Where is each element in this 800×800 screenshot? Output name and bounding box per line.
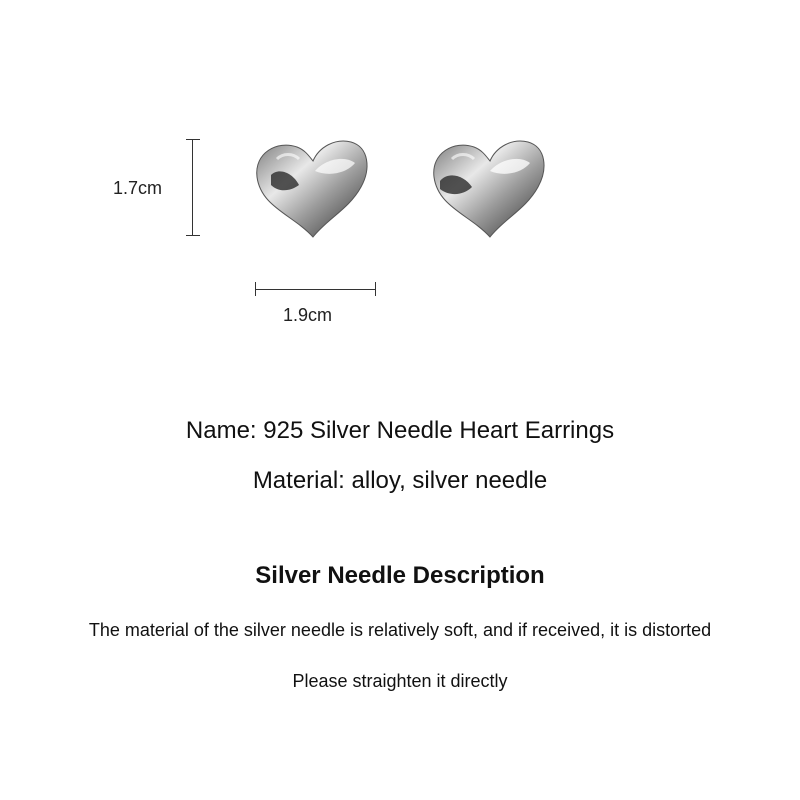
heart-earring-left-image bbox=[253, 137, 371, 239]
heart-earring-right-image bbox=[430, 137, 548, 239]
description-title: Silver Needle Description bbox=[255, 562, 545, 589]
width-measure-line bbox=[255, 289, 376, 290]
description-note: Please straighten it directly bbox=[292, 671, 508, 691]
width-measure-right-tick bbox=[375, 282, 376, 296]
width-measure bbox=[255, 282, 376, 296]
width-label: 1.9cm bbox=[283, 305, 333, 325]
height-measure-bottom-tick bbox=[186, 235, 200, 236]
description-body: The material of the silver needle is relatively soft, and if received, it is distorted bbox=[88, 620, 712, 640]
height-label: 1.7cm bbox=[113, 178, 163, 198]
height-measure-top-tick bbox=[186, 139, 200, 140]
height-measure bbox=[185, 139, 201, 236]
height-measure-line bbox=[192, 139, 193, 236]
product-material: Material: alloy, silver needle bbox=[252, 467, 548, 494]
product-name: Name: 925 Silver Needle Heart Earrings bbox=[185, 417, 615, 444]
